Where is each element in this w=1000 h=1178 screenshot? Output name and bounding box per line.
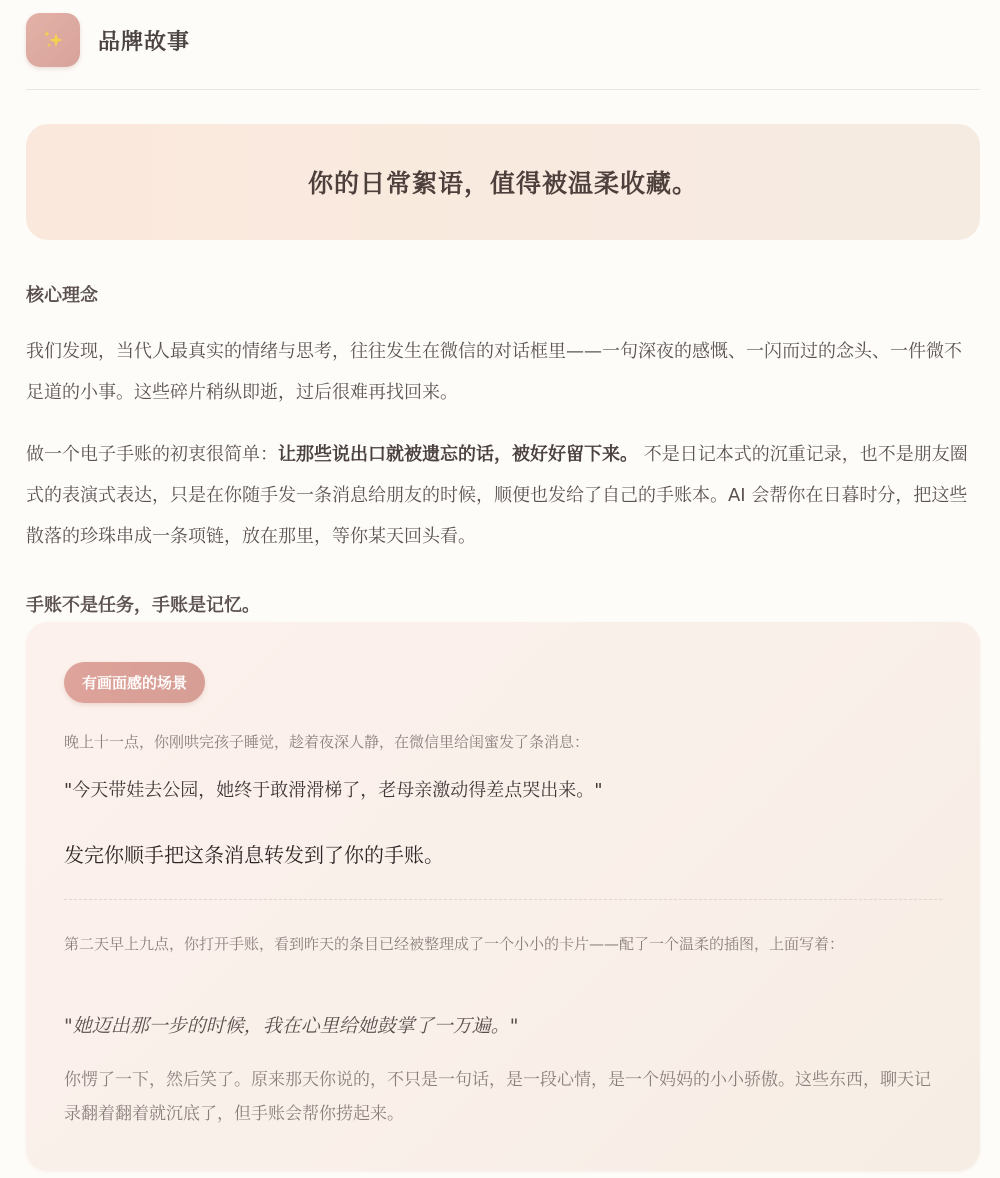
scene-card-quote: "她迈出那一步的时候，我在心里给她鼓掌了一万遍。" <box>64 1015 519 1037</box>
scene-message-quote: "今天带娃去公园，她终于敢滑滑梯了，老母亲激动得差点哭出来。" <box>64 780 603 801</box>
scene-card <box>26 622 980 1171</box>
scene-tag-badge: 有画面感的场景 <box>64 662 205 703</box>
para2-suffix: 不是日记本式的沉重记录，也不是朋友圈式的表演式表达，只是在你随手发一条消息给朋友的时候，顺便也发给了自己的手账本。AI 会帮你在日暮时分，把这些散落的珍珠串成一条项链，放在那里，等你某天回头看。 <box>26 444 968 547</box>
para2-emphasis: 让那些说出口就被遗忘的话，被好好留下来。 <box>278 444 638 465</box>
core-concept-heading: 核心理念 <box>26 285 98 306</box>
header-divider <box>26 89 980 90</box>
motto: 手账不是任务，手账是记忆。 <box>26 595 260 616</box>
scene-ending: 你愣了一下，然后笑了。原来那天你说的，不只是一句话，是一段心情，是一个妈妈的小小骄傲。这些东西，聊天记录翻着翻着就沉底了，但手账会帮你捞起来。 <box>64 1070 931 1124</box>
core-paragraph-2 <box>26 434 976 557</box>
page-header <box>26 13 190 67</box>
slogan-banner <box>26 124 980 240</box>
scene-next-day: 第二天早上九点，你打开手账，看到昨天的条目已经被整理成了一个小小的卡片——配了一个温柔的插图，上面写着： <box>64 935 845 953</box>
core-paragraph-1: 我们发现，当代人最真实的情绪与思考，往往发生在微信的对话框里——一句深夜的感慨、一闪而过的念头、一件微不足道的小事。这些碎片稍纵即逝，过后很难再找回来。 <box>26 341 962 403</box>
scene-action: 发完你顺手把这条消息转发到了你的手账。 <box>64 843 444 867</box>
slogan-text: 你的日常絮语，值得被温柔收藏。 <box>307 169 698 198</box>
page-title: 品牌故事 <box>98 29 191 55</box>
scene-intro: 晚上十一点，你刚哄完孩子睡觉，趁着夜深人静，在微信里给闺蜜发了条消息： <box>64 733 590 751</box>
para2-prefix: 做一个电子手账的初衷很简单： <box>26 444 278 465</box>
scene-divider <box>64 899 942 900</box>
sparkles-icon <box>26 13 80 67</box>
